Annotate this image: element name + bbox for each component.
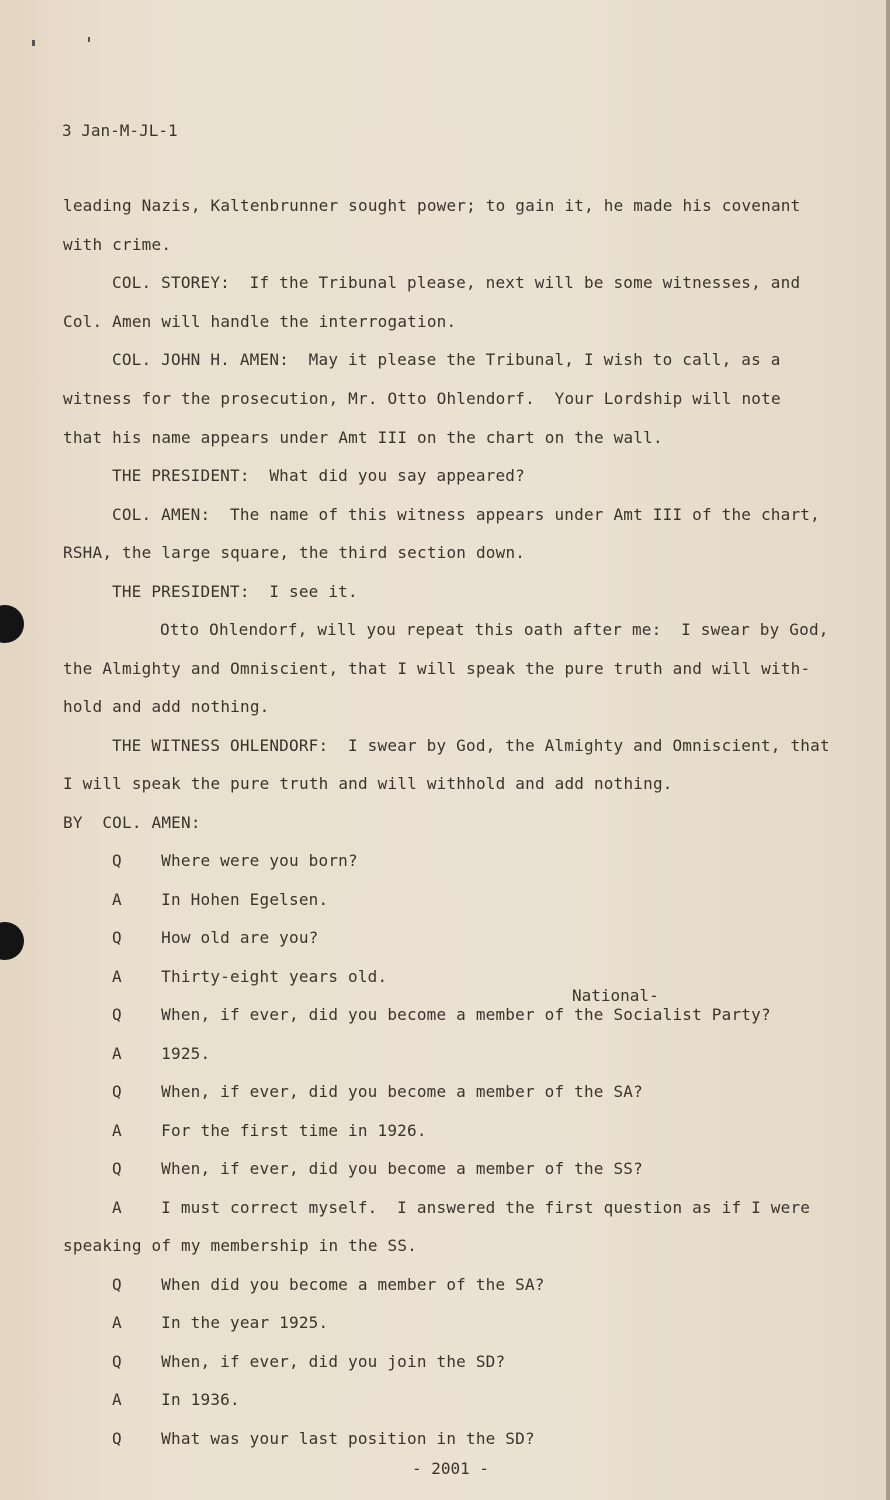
text-line: A In the year 1925. [112, 1313, 329, 1332]
punch-hole [0, 605, 24, 643]
text-line: Q When, if ever, did you become a member of the Socialist Party? [112, 1005, 771, 1024]
text-line: Q When, if ever, did you join the SD? [112, 1352, 506, 1371]
paper-speck [88, 37, 90, 42]
text-line: speaking of my membership in the SS. [63, 1236, 417, 1255]
text-line: THE PRESIDENT: What did you say appeared? [112, 466, 525, 485]
text-line: Q When, if ever, did you become a member of the SA? [112, 1082, 643, 1101]
text-line: Q How old are you? [112, 928, 319, 947]
interlineation: National- [572, 986, 659, 1005]
text-line: with crime. [63, 235, 172, 254]
text-line: A In Hohen Egelsen. [112, 890, 329, 909]
text-line: Q What was your last position in the SD? [112, 1429, 535, 1448]
text-line: COL. STOREY: If the Tribunal please, next will be some witnesses, and [112, 273, 801, 292]
text-line: that his name appears under Amt III on the chart on the wall. [63, 428, 663, 447]
text-line: A In 1936. [112, 1390, 240, 1409]
text-line: A I must correct myself. I answered the first question as if I were [112, 1198, 811, 1217]
text-line: the Almighty and Omniscient, that I will speak the pure truth and will with- [63, 659, 811, 678]
text-line: Q When did you become a member of the SA? [112, 1275, 545, 1294]
text-line: hold and add nothing. [63, 697, 270, 716]
page-header: 3 Jan-M-JL-1 [62, 121, 178, 140]
text-line: THE WITNESS OHLENDORF: I swear by God, the Almighty and Omniscient, that [112, 736, 830, 755]
text-line: witness for the prosecution, Mr. Otto Ohlendorf. Your Lordship will note [63, 389, 781, 408]
text-line: A 1925. [112, 1044, 211, 1063]
paper-speck [32, 40, 35, 46]
text-line: Col. Amen will handle the interrogation. [63, 312, 457, 331]
text-line: THE PRESIDENT: I see it. [112, 582, 358, 601]
punch-hole [0, 922, 24, 960]
text-line: Q Where were you born? [112, 851, 358, 870]
text-line: COL. AMEN: The name of this witness appears under Amt III of the chart, [112, 505, 820, 524]
text-line: BY COL. AMEN: [63, 813, 201, 832]
text-line: COL. JOHN H. AMEN: May it please the Tribunal, I wish to call, as a [112, 350, 781, 369]
text-line: leading Nazis, Kaltenbrunner sought power; to gain it, he made his covenant [63, 196, 801, 215]
page-number: - 2001 - [412, 1459, 490, 1478]
text-line: I will speak the pure truth and will withhold and add nothing. [63, 774, 673, 793]
text-line: RSHA, the large square, the third section down. [63, 543, 526, 562]
text-line: A For the first time in 1926. [112, 1121, 427, 1140]
text-line: Q When, if ever, did you become a member of the SS? [112, 1159, 643, 1178]
text-line: A Thirty-eight years old. [112, 967, 388, 986]
text-line: Otto Ohlendorf, will you repeat this oath after me: I swear by God, [160, 620, 829, 639]
